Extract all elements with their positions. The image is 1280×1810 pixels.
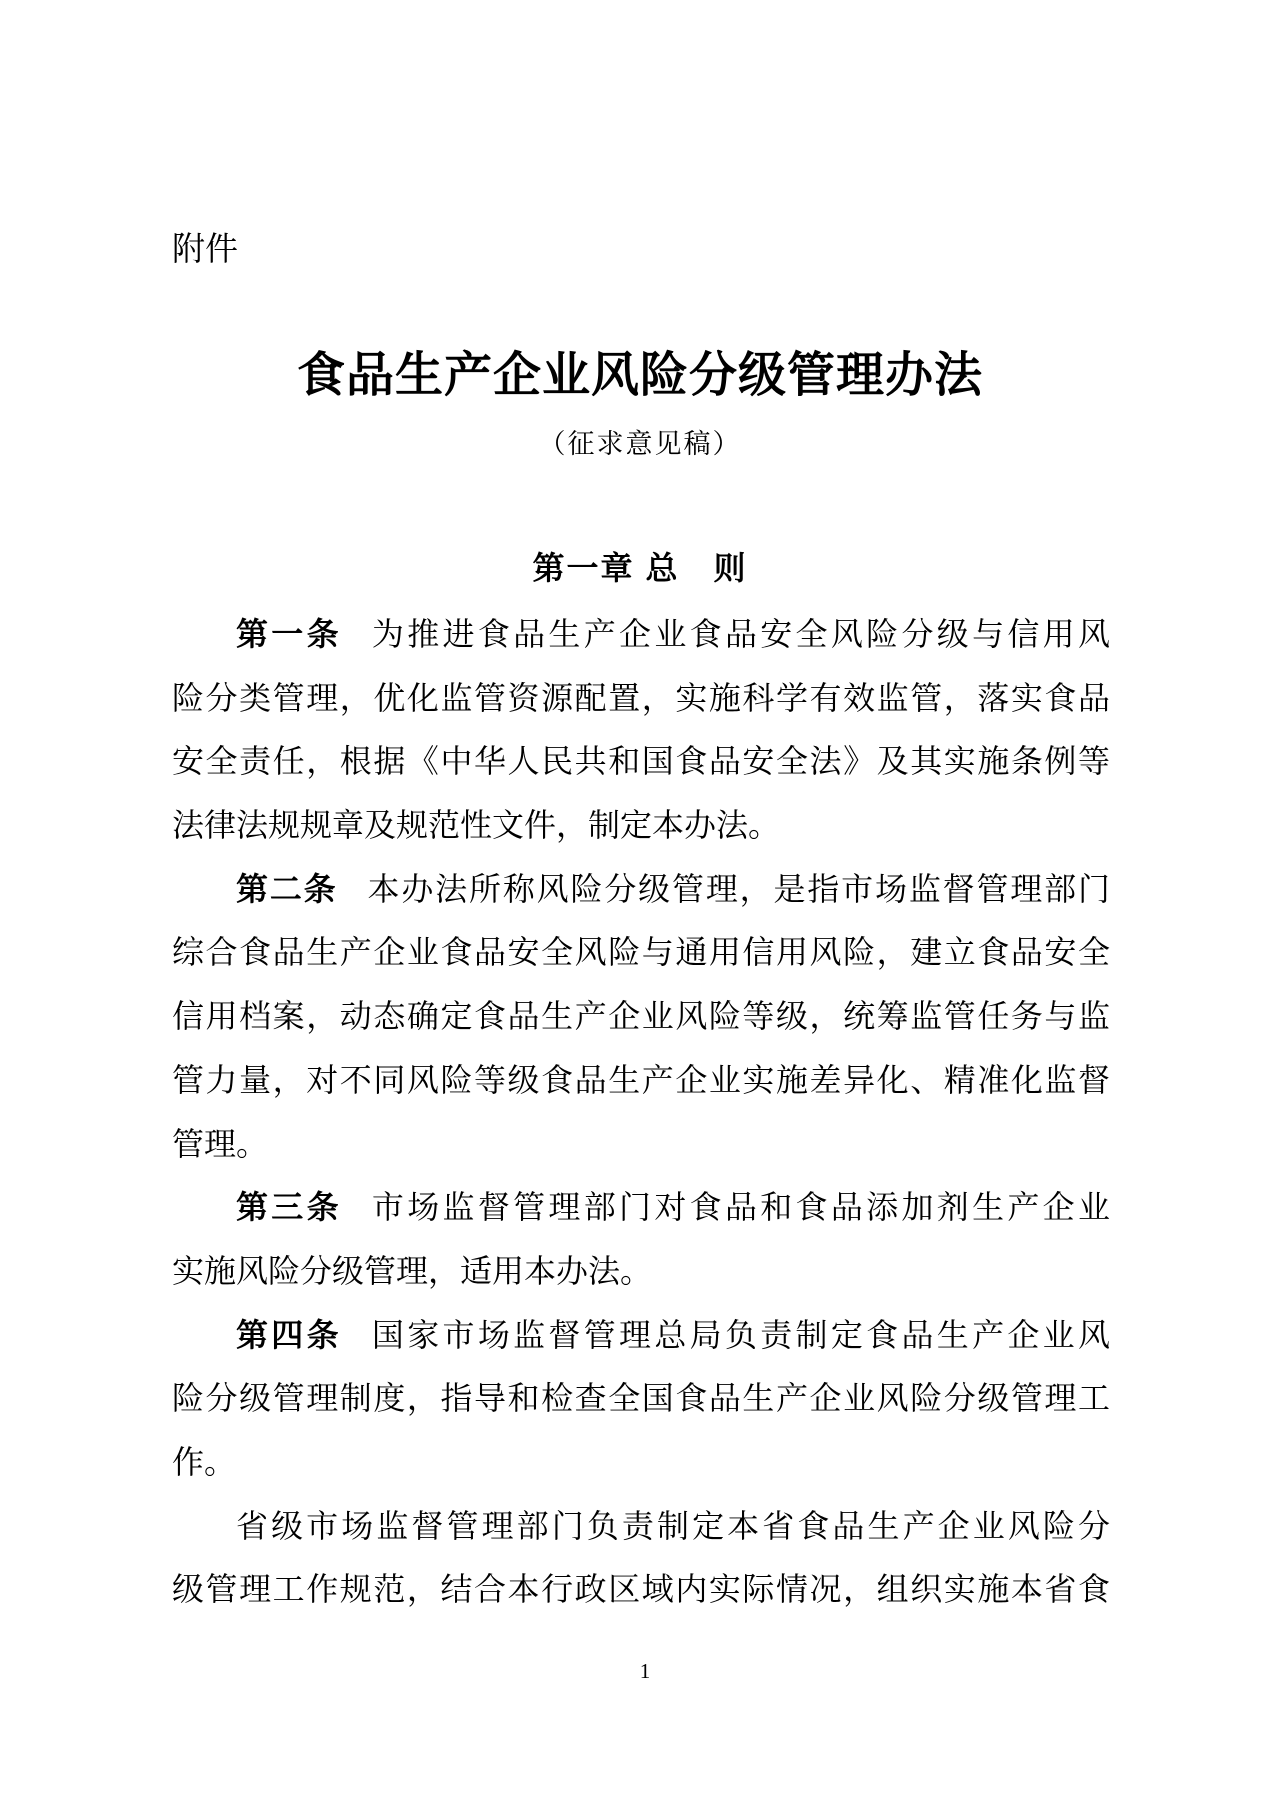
body-line — [172, 603, 1110, 667]
line-text: 险分级管理制度，指导和检查全国食品生产企业风险分级管理工 — [172, 1380, 1110, 1417]
body-line — [172, 1304, 1110, 1368]
body-text — [172, 603, 1110, 1622]
line-text: 信用档案，动态确定食品生产企业风险等级，统筹监管任务与监 — [172, 998, 1110, 1035]
line-text: 作。 — [172, 1443, 237, 1480]
chapter-heading: 第一章 总 则 — [532, 550, 748, 586]
body-line — [172, 1367, 1110, 1431]
line-text: 市场监督管理部门对食品和食品添加剂生产企业 — [371, 1189, 1110, 1226]
attachment-label: 附件 — [172, 230, 238, 267]
line-text: 安全责任，根据《中华人民共和国食品安全法》及其实施条例等 — [172, 743, 1110, 780]
line-text: 为推进食品生产企业食品安全风险分级与信用风 — [371, 616, 1110, 652]
article-number: 第一条 — [236, 616, 342, 652]
body-line — [172, 1176, 1110, 1240]
body-line — [172, 921, 1110, 985]
body-line — [172, 1049, 1110, 1113]
body-line — [172, 1558, 1110, 1622]
document-title: 食品生产企业风险分级管理办法 — [296, 349, 983, 402]
line-text: 实施风险分级管理，适用本办法。 — [172, 1252, 653, 1289]
body-line — [172, 858, 1110, 922]
article-number: 第四条 — [236, 1316, 342, 1353]
line-text: 综合食品生产企业食品安全风险与通用信用风险，建立食品安全 — [172, 934, 1110, 971]
body-line — [172, 985, 1110, 1049]
line-text: 法律法规规章及规范性文件，制定本办法。 — [172, 807, 781, 844]
body-line — [172, 1240, 1110, 1304]
line-text: 本办法所称风险分级管理，是指市场监督管理部门 — [367, 870, 1110, 907]
body-line — [172, 667, 1110, 731]
page-number: 1 — [639, 1659, 651, 1683]
body-line — [172, 794, 1110, 858]
body-line — [172, 1495, 1110, 1559]
line-text: 管力量，对不同风险等级食品生产企业实施差异化、精准化监督 — [172, 1061, 1110, 1098]
line-text: 国家市场监督管理总局负责制定食品生产企业风 — [371, 1316, 1110, 1353]
line-text: 管理。 — [172, 1125, 269, 1162]
body-line — [172, 1431, 1110, 1495]
line-text: 险分类管理，优化监管资源配置，实施科学有效监管，落实食品 — [172, 679, 1110, 716]
document-subtitle: （征求意见稿） — [538, 429, 742, 459]
body-line — [172, 730, 1110, 794]
article-number: 第三条 — [236, 1189, 342, 1226]
line-text: 省级市场监督管理部门负责制定本省食品生产企业风险分 — [236, 1507, 1110, 1544]
article-number: 第二条 — [236, 870, 338, 907]
body-line — [172, 1113, 1110, 1177]
line-text: 级管理工作规范，结合本行政区域内实际情况，组织实施本省食 — [172, 1571, 1110, 1608]
